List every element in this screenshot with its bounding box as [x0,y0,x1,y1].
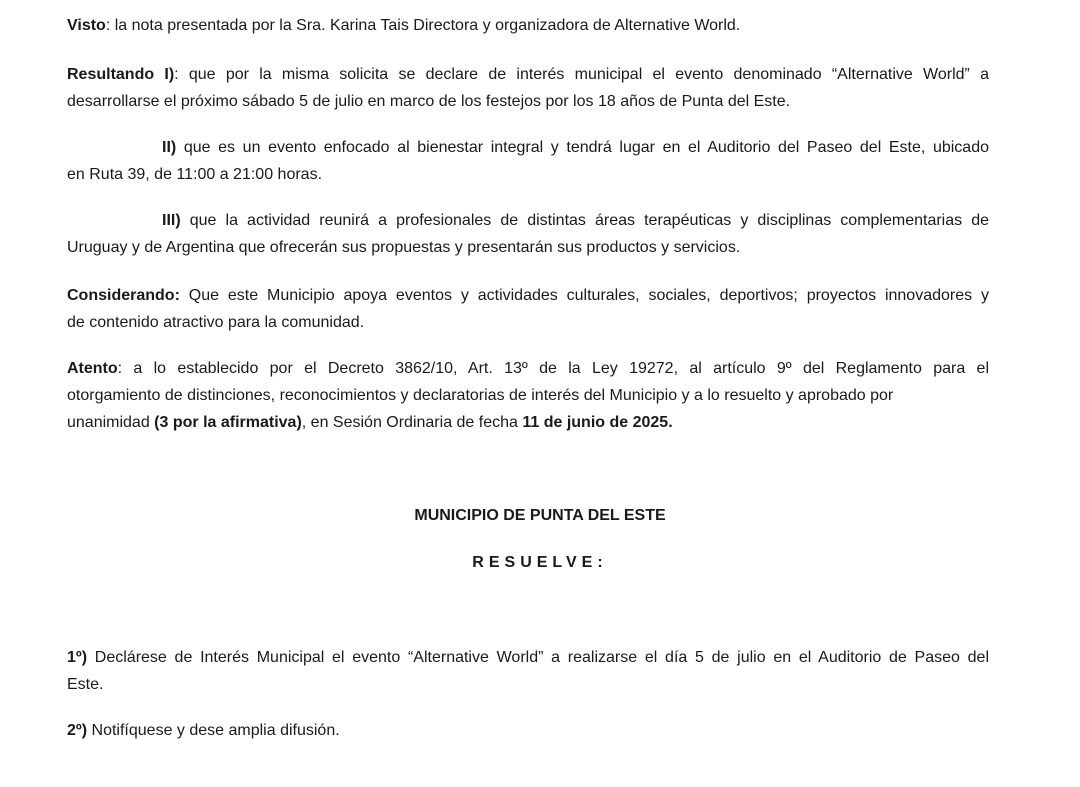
resultando-line2: desarrollarse el próximo sábado 5 de julio en marco de los festejos por los 18 años de Punta del Este. [67,93,791,110]
resultando-ii-line1: que es un evento enfocado al bienestar integral y tendrá lugar en el Auditorio del Paseo del Este, ubicado [176,139,989,156]
atento-label: Atento [67,360,118,377]
atento-paragraph [67,355,989,436]
article-1-line2: Este. [67,676,104,693]
considerando-line1: Que este Municipio apoya eventos y actividades culturales, sociales, deportivos; proyectos innovadores y [179,287,989,304]
article-1-paragraph [67,644,989,698]
considerando-paragraph [67,282,989,336]
resultando-ii-label: II) [162,139,177,156]
atento-line3-mid: , en Sesión Ordinaria de fecha [301,414,523,431]
considerando-line2: de contenido atractivo para la comunidad. [67,314,365,331]
article-2-label: 2º) [67,722,88,739]
resultando-ii-line2: en Ruta 39, de 11:00 a 21:00 horas. [67,166,323,183]
atento-line3-bold1: (3 por la afirmativa) [154,414,302,431]
municipio-title: MUNICIPIO DE PUNTA DEL ESTE [414,507,666,524]
visto-paragraph [67,12,989,39]
resultando-iii-line2: Uruguay y de Argentina que ofrecerán sus propuestas y presentarán sus productos y servicios. [67,239,741,256]
resultando-line1: : que por la misma solicita se declare de interés municipal el evento denominado “Alternative World” a [174,66,989,83]
resultando-iii-paragraph [67,207,989,261]
article-2-text: Notifíquese y dese amplia difusión. [87,722,340,739]
atento-line3-bold2: 11 de junio de 2025. [522,414,673,431]
resultando-iii-line1: que la actividad reunirá a profesionales de distintas áreas terapéuticas y disciplinas complementarias de [180,212,989,229]
resuelve-title: RESUELVE: [472,554,608,571]
article-2-paragraph [67,717,989,744]
article-1-line1: Declárese de Interés Municipal el evento “Alternative World” a realizarse el día 5 de julio en el Auditorio de Paseo del [87,649,989,666]
resultando-label: Resultando I) [67,66,175,83]
atento-line3-pre: unanimidad [67,414,155,431]
considerando-label: Considerando: [67,287,180,304]
resultando-iii-label: III) [162,212,181,229]
atento-line2: otorgamiento de distinciones, reconocimientos y declaratorias de interés del Municipio y a lo resuelto y aprobado por [67,387,894,404]
visto-text: : la nota presentada por la Sra. Karina Tais Directora y organizadora de Alternative World. [105,17,741,34]
atento-line1: : a lo establecido por el Decreto 3862/10, Art. 13º de la Ley 19272, al artículo 9º del Reglamento para el [117,360,989,377]
resultando-paragraph [67,61,989,115]
visto-label: Visto [67,17,106,34]
article-1-label: 1º) [67,649,88,666]
resultando-ii-paragraph [67,134,989,188]
